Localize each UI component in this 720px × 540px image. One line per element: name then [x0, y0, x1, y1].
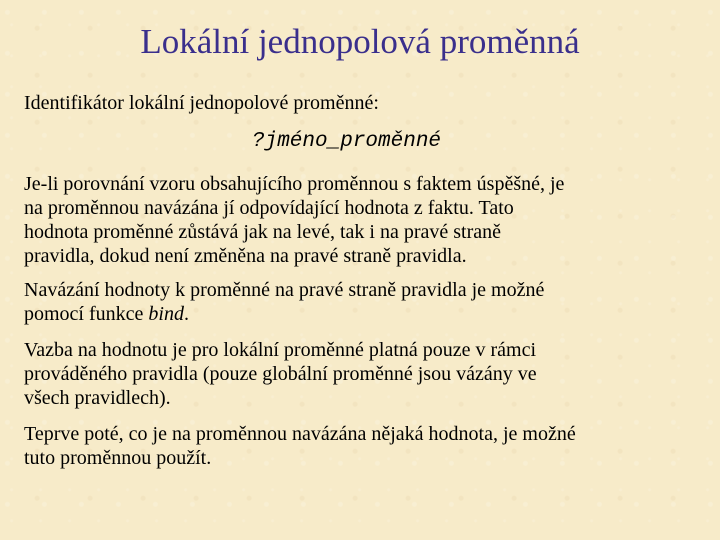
identifier-label: Identifikátor lokální jednopolové proměnné:: [24, 92, 379, 114]
slide-content: [24, 90, 704, 470]
paragraph-binding-on-match: [24, 172, 704, 268]
paragraph-line: Teprve poté, co je na proměnnou navázána nějaká hodnota, je možné: [24, 423, 576, 445]
paragraph-line: [24, 302, 704, 326]
paragraph-binding-scope: [24, 338, 704, 410]
bind-function-name: bind: [148, 303, 184, 325]
paragraph-bind-function: [24, 278, 704, 326]
paragraph-line: Je-li porovnání vzoru obsahujícího proměnnou s faktem úspěšné, je: [24, 173, 565, 195]
paragraph-line: Vazba na hodnotu je pro lokální proměnné platná pouze v rámci: [24, 339, 537, 361]
code-example: ?jméno_proměnné: [252, 130, 442, 153]
paragraph-text: pomocí funkce: [24, 303, 149, 325]
paragraph-line: hodnota proměnné zůstává jak na levé, tak i na pravé straně: [24, 221, 502, 243]
paragraph-text: .: [183, 303, 189, 325]
paragraph-line: pravidla, dokud není změněna na pravé straně pravidla.: [24, 245, 467, 267]
paragraph-line: prováděného pravidla (pouze globální proměnné jsou vázány ve: [24, 363, 537, 385]
paragraph-line: Navázání hodnoty k proměnné na pravé straně pravidla je možné: [24, 279, 545, 301]
paragraph-usage-after-binding: [24, 422, 704, 470]
paragraph-line: na proměnnou navázána jí odpovídající hodnota z faktu. Tato: [24, 197, 514, 219]
slide-title: Lokální jednopolová proměnná: [140, 22, 580, 61]
paragraph-line: tuto proměnnou použít.: [24, 447, 212, 469]
paragraph-line: všech pravidlech).: [24, 387, 171, 409]
